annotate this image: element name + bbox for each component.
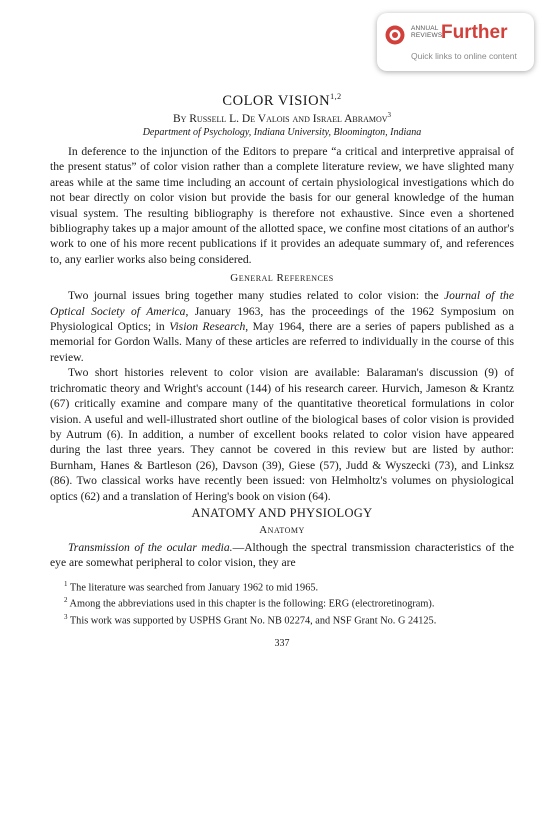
footnote-1-text: The literature was searched from January 1962 to mid 1965. xyxy=(69,582,319,594)
author-affiliation: Department of Psychology, Indiana University, Bloomington, Indiana xyxy=(142,127,422,138)
general-references-paragraph-1 xyxy=(50,288,514,365)
gr-p1-part-c: , May 1964, there are a series of papers published as a memorial for Gordon Walls. Many of these articles are referred to individually in the course of this review. xyxy=(50,320,515,364)
transmission-ocular-media-lead: Transmission of the ocular media. xyxy=(68,540,233,554)
article-page xyxy=(50,86,514,649)
banner-brand-text xyxy=(411,25,442,39)
authors-footnote-mark: 3 xyxy=(387,111,392,119)
title-text: COLOR VISION xyxy=(222,92,331,109)
journal-name-josa: Journal of the Optical Society of America xyxy=(50,289,514,318)
footnote-3 xyxy=(50,611,514,628)
footnote-1 xyxy=(50,578,514,595)
footnote-2 xyxy=(50,594,514,611)
section-heading-anatomy-physiology: ANATOMY AND PHYSIOLOGY xyxy=(191,505,373,520)
footnote-2-mark: 2 xyxy=(64,596,68,605)
page-number: 337 xyxy=(274,637,290,649)
annual-reviews-logo-icon xyxy=(385,25,405,45)
section-heading-general-references: General References xyxy=(230,272,334,285)
gr-p1-part-a: Two journal issues bring together many studies related to color vision: the xyxy=(68,289,444,303)
footnote-2-text: Among the abbreviations used in this chapter is the following: ERG (electroretinogram). xyxy=(69,598,435,610)
footnote-3-text: This work was supported by USPHS Grant No. NB 02274, and NSF Grant No. G 24125. xyxy=(69,615,437,627)
anatomy-p1-text: —Although the spectral transmission characteristics of the eye are somewhat peripheral to color vision, they are xyxy=(50,540,515,570)
title-footnote-marks: 1,2 xyxy=(330,92,342,101)
anatomy-paragraph-1 xyxy=(50,540,514,571)
footnote-1-mark: 1 xyxy=(64,579,68,588)
annual-reviews-further-banner[interactable] xyxy=(377,13,534,71)
gr-p1-part-b: , January 1963, has the proceedings of the 1962 Symposium on Physiological Optics; in xyxy=(50,304,514,334)
article-authors xyxy=(50,107,514,124)
subsection-heading-anatomy: Anatomy xyxy=(259,523,305,536)
banner-subtitle: Quick links to online content xyxy=(411,51,517,61)
banner-further: Further xyxy=(441,22,508,43)
banner-annual: ANNUAL xyxy=(411,25,439,32)
authors-text: By Russell L. De Valois and Israel Abramov xyxy=(172,112,388,125)
intro-paragraph: In deference to the injunction of the Editors to prepare “a critical and interpretive appraisal of the present status” of color vision rather than a complete literature review, we have slighted many areas while at the same time including an account of certain physiological investigations which do not bear directly on color vision but provide the basis for our general knowledge of the human visual system. The resulting bibliography is therefore not exhaustive. Since even a shortened bibliography takes up a major amount of the allotted space, we confine most citations of an author's work to one of his more recent publications if it provides an adequate summary of, and references to, any earlier works also being considered. xyxy=(50,145,514,266)
banner-reviews: REVIEWS xyxy=(411,32,443,39)
journal-name-vision-research: Vision Research xyxy=(169,320,246,334)
footnote-3-mark: 3 xyxy=(64,613,68,622)
article-title xyxy=(50,86,514,107)
general-references-paragraph-2: Two short histories relevent to color vision are available: Balaraman's discussion (9) of trichromatic theory and Wright's account (144) of his research career. Hurvich, Jameson & Krantz (67) critically examine and compare many of the quantitative theoretical formulations in color vision. A useful and well-illustrated short outline of the biological bases of color vision is provided by Autrum (6). In addition, a number of excellent books related to color vision have appeared during the last three years. They cannot be covered in this review but are listed by author: Burnham, Hanes & Bartleson (26), Davson (39), Giese (57), Judd & Wyszecki (73), and Linksz (86). Two classical works have recently been issued: von Helmholtz's volumes on physiological optics (62) and a translation of Hering's book on vision (64). xyxy=(50,366,514,503)
